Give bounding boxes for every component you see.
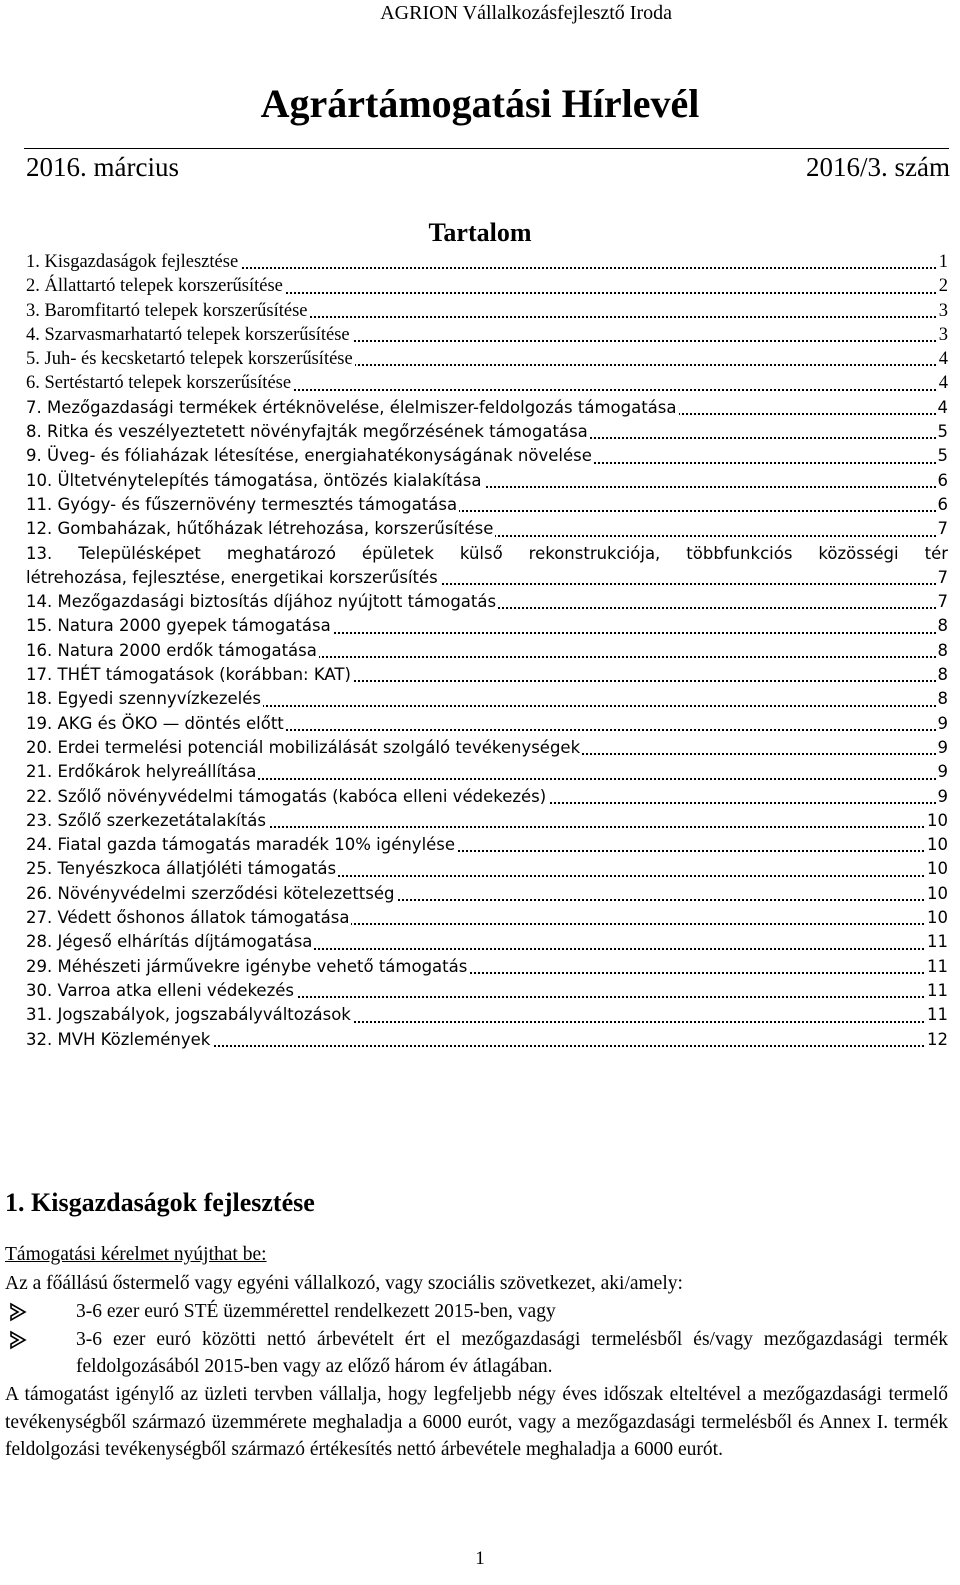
page-number: 1 [475,1548,485,1569]
arrow-right-icon [8,1330,28,1350]
intro-text: Az a főállású őstermelő vagy egyéni vállalkozó, vagy szociális szövetkezet, aki/amely: [5,1273,683,1294]
toc-entry[interactable] [26,1003,948,1027]
toc-entry-label: 6. Sertéstartó telepek korszerűsítése [26,371,293,395]
toc-entry-label: 23. Szőlő szerkezetátalakítás [26,809,268,833]
toc-entry-page: 8 [936,687,949,711]
toc-entry-label-line1: 13. Településképet meghatározó épületek külső rekonstrukciója, többfunkciós közösségi tér [26,543,948,563]
toc-entry-label: 22. Szőlő növényvédelmi támogatás (kabóca elleni védekezés) [26,785,548,809]
toc-entry[interactable] [26,712,948,736]
toc-entry-label: 4. Szarvasmarhatartó telepek korszerűsítése [26,323,352,347]
header-rule [24,148,949,149]
toc-entry[interactable] [26,274,948,298]
toc-entry[interactable] [26,250,948,274]
toc-entry-page: 3 [937,323,948,347]
toc-entry[interactable] [26,857,948,881]
toc-entry-page: 10 [925,833,948,857]
toc-entry-label: 9. Üveg- és fóliaházak létesítése, energiahatékonyságának növelése [26,444,594,468]
toc-entry-page: 10 [925,882,948,906]
toc-entry-page: 11 [925,1003,948,1027]
section-title: 1. Kisgazdaságok fejlesztése [5,1188,315,1217]
toc-entry-page: 9 [936,760,949,784]
toc-entry[interactable] [26,979,948,1003]
toc-entry[interactable] [26,396,948,420]
toc-entry-page: 3 [937,299,948,323]
toc-entry[interactable] [26,347,948,371]
toc-entry[interactable] [26,420,948,444]
toc-entry[interactable] [26,687,948,711]
toc-entry-label: 19. AKG és ÖKO — döntés előtt [26,712,286,736]
toc-entry-label: 14. Mezőgazdasági biztosítás díjához nyújtott támogatás [26,590,498,614]
toc-entry-label: 21. Erdőkárok helyreállítása [26,760,258,784]
toc-entry-label: 2. Állattartó telepek korszerűsítése [26,274,285,298]
issue-number: 2016/3. szám [806,152,950,182]
toc-entry[interactable] [26,542,948,591]
toc-entry[interactable] [26,955,948,979]
toc-entry-label: 29. Méhészeti járművekre igénybe vehető támogatás [26,955,469,979]
toc-entry-page: 4 [937,371,948,395]
toc-entry[interactable] [26,663,948,687]
newsletter-title: Agrártámogatási Hírlevél [260,81,700,126]
toc-entry-label: 12. Gombaházak, hűtőházak létrehozása, korszerűsítése [26,517,495,541]
toc-entry[interactable] [26,590,948,614]
toc-entry-label: 17. THÉT támogatások (korábban: KAT) [26,663,353,687]
list-item: 3-6 ezer euró STÉ üzemmérettel rendelkezett 2015-ben, vagy [76,1298,948,1326]
toc-entry-label: 30. Varroa atka elleni védekezés [26,979,296,1003]
toc-entry-label: 26. Növényvédelmi szerződési kötelezettség [26,882,396,906]
toc-entry[interactable] [26,906,948,930]
toc-entry-label: 27. Védett őshonos állatok támogatása [26,906,351,930]
arrow-right-icon [8,1302,28,1322]
toc-entry-page: 10 [925,857,948,881]
table-of-contents [26,250,948,1052]
toc-entry-label: 1. Kisgazdaságok fejlesztése [26,250,240,274]
body-paragraph: A támogatást igénylő az üzleti tervben vállalja, hogy legfeljebb négy éves időszak elteltével a mezőgazdasági termelő tevékenységből származó üzemmérete meghaladja a 6000 eurót, vagy a mezőgazdasági termelésből és Annex I. termék feldolgozási tevékenységből származó értékesítés nettó árbevétele meghaladja a 6000 eurót. [5,1384,948,1460]
toc-entry-label: 16. Natura 2000 erdők támogatása [26,639,319,663]
toc-entry[interactable] [26,371,948,395]
toc-entry[interactable] [26,493,948,517]
toc-entry[interactable] [26,833,948,857]
toc-entry-label: 11. Gyógy- és fűszernövény termesztés támogatása [26,493,459,517]
eligible-label: Támogatási kérelmet nyújthat be: [5,1244,267,1265]
toc-entry[interactable] [26,930,948,954]
toc-entry[interactable] [26,614,948,638]
toc-entry-label: 25. Tenyészkoca állatjóléti támogatás [26,857,338,881]
toc-entry[interactable] [26,517,948,541]
toc-entry-page: 9 [936,736,949,760]
toc-entry[interactable] [26,760,948,784]
toc-heading: Tartalom [428,218,532,247]
toc-entry-page: 7 [936,566,949,590]
toc-entry-page: 8 [936,663,949,687]
toc-entry-page: 11 [925,930,948,954]
toc-entry-page: 11 [925,955,948,979]
org-name: AGRION Vállalkozásfejlesztő Iroda [380,2,672,24]
issue-date: 2016. március [26,152,179,182]
toc-entry-page: 1 [937,250,948,274]
toc-entry-page: 4 [936,396,949,420]
toc-entry[interactable] [26,299,948,323]
toc-entry-page: 10 [925,809,948,833]
list-item: 3-6 ezer euró közötti nettó árbevételt ért el mezőgazdasági termelésből és/vagy mezőgazdasági termék feldolgozásából 2015-ben vagy az előző három év átlagában. [76,1326,948,1381]
toc-entry[interactable] [26,323,948,347]
toc-entry[interactable] [26,785,948,809]
toc-entry-page: 11 [925,979,948,1003]
toc-entry-page: 5 [936,444,949,468]
toc-entry-page: 7 [936,517,949,541]
toc-entry[interactable] [26,444,948,468]
toc-entry-page: 6 [936,469,949,493]
toc-entry-label: létrehozása, fejlesztése, energetikai korszerűsítés [26,566,440,590]
toc-entry[interactable] [26,736,948,760]
toc-entry-label: 5. Juh- és kecsketartó telepek korszerűsítése [26,347,355,371]
toc-entry-label: 10. Ültetvénytelepítés támogatása, öntözés kialakítása [26,469,484,493]
toc-entry-label: 7. Mezőgazdasági termékek értéknövelése, élelmiszer-feldolgozás támogatása [26,396,679,420]
toc-entry-page: 10 [925,906,948,930]
toc-entry-page: 9 [936,712,949,736]
toc-entry[interactable] [26,469,948,493]
toc-entry-label: 8. Ritka és veszélyeztetett növényfajták megőrzésének támogatása [26,420,590,444]
toc-entry-page: 5 [936,420,949,444]
toc-entry-page: 7 [936,590,949,614]
toc-entry-page: 12 [925,1028,948,1052]
toc-entry-label: 31. Jogszabályok, jogszabályváltozások [26,1003,353,1027]
toc-entry-page: 2 [937,274,948,298]
toc-entry-label: 3. Baromfitartó telepek korszerűsítése [26,299,310,323]
toc-entry-label: 15. Natura 2000 gyepek támogatása [26,614,333,638]
toc-entry-page: 8 [936,614,949,638]
toc-entry-page: 6 [936,493,949,517]
toc-entry-label: 24. Fiatal gazda támogatás maradék 10% igénylése [26,833,457,857]
toc-entry-label: 28. Jégeső elhárítás díjtámogatása [26,930,314,954]
toc-entry-page: 9 [936,785,949,809]
toc-entry-page: 4 [937,347,948,371]
toc-entry-label: 32. MVH Közlemények [26,1028,212,1052]
toc-entry[interactable] [26,809,948,833]
toc-entry[interactable] [26,1028,948,1052]
toc-entry-label: 20. Erdei termelési potenciál mobilizálását szolgáló tevékenységek [26,736,582,760]
toc-entry[interactable] [26,639,948,663]
criteria-list [76,1298,948,1381]
toc-entry-label: 18. Egyedi szennyvízkezelés [26,687,263,711]
toc-entry-page: 8 [936,639,949,663]
toc-entry[interactable] [26,882,948,906]
